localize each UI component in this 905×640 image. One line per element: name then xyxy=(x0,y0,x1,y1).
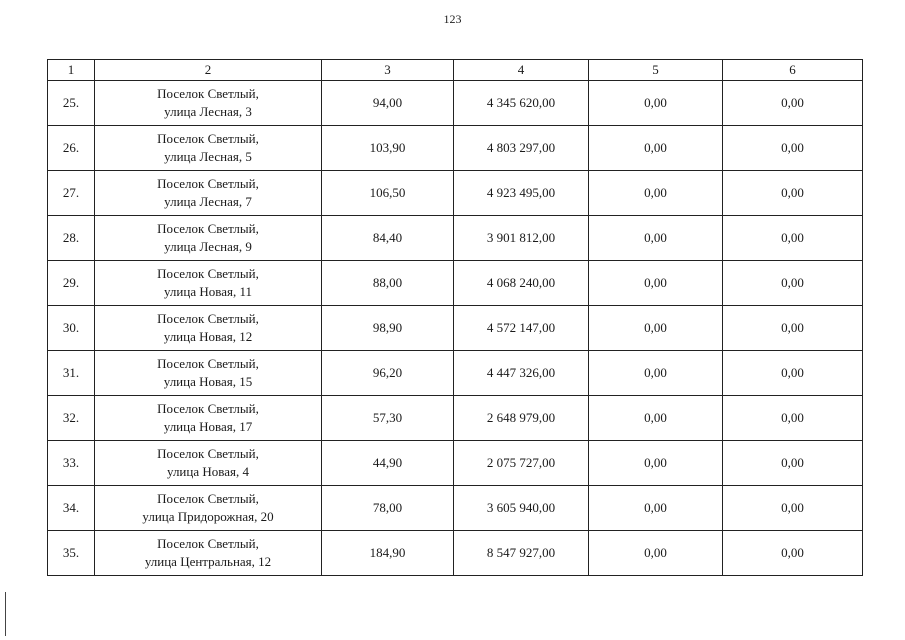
address-line-2: улица Лесная, 5 xyxy=(164,149,252,164)
col5-cell: 0,00 xyxy=(589,261,723,306)
header-col-6: 6 xyxy=(723,60,863,81)
address-line-1: Поселок Светлый, xyxy=(157,221,259,236)
address-line-1: Поселок Светлый, xyxy=(157,176,259,191)
col6-cell: 0,00 xyxy=(723,216,863,261)
row-number: 28. xyxy=(48,216,95,261)
col6-cell: 0,00 xyxy=(723,531,863,576)
area-cell: 94,00 xyxy=(322,81,454,126)
address-line-2: улица Лесная, 7 xyxy=(164,194,252,209)
col6-cell: 0,00 xyxy=(723,441,863,486)
address-cell xyxy=(95,396,322,441)
table-row xyxy=(48,216,863,261)
address-line-2: улица Лесная, 3 xyxy=(164,104,252,119)
row-number: 31. xyxy=(48,351,95,396)
row-number: 26. xyxy=(48,126,95,171)
col6-cell: 0,00 xyxy=(723,486,863,531)
table-row xyxy=(48,486,863,531)
table-row xyxy=(48,351,863,396)
page-number: 123 xyxy=(443,12,462,26)
area-cell: 84,40 xyxy=(322,216,454,261)
row-number: 29. xyxy=(48,261,95,306)
address-line-1: Поселок Светлый, xyxy=(157,446,259,461)
amount-cell: 4 923 495,00 xyxy=(454,171,589,216)
address-cell xyxy=(95,216,322,261)
amount-cell: 4 447 326,00 xyxy=(454,351,589,396)
area-cell: 88,00 xyxy=(322,261,454,306)
amount-cell: 4 068 240,00 xyxy=(454,261,589,306)
col5-cell: 0,00 xyxy=(589,306,723,351)
address-line-1: Поселок Светлый, xyxy=(157,491,259,506)
row-number: 32. xyxy=(48,396,95,441)
table-row xyxy=(48,126,863,171)
data-table xyxy=(47,59,863,576)
col6-cell: 0,00 xyxy=(723,351,863,396)
row-number: 35. xyxy=(48,531,95,576)
address-cell xyxy=(95,486,322,531)
address-line-2: улица Новая, 17 xyxy=(163,419,253,434)
amount-cell: 4 572 147,00 xyxy=(454,306,589,351)
amount-cell: 4 803 297,00 xyxy=(454,126,589,171)
area-cell: 106,50 xyxy=(322,171,454,216)
table-row xyxy=(48,81,863,126)
amount-cell: 3 901 812,00 xyxy=(454,216,589,261)
table-row xyxy=(48,441,863,486)
area-cell: 184,90 xyxy=(322,531,454,576)
address-line-1: Поселок Светлый, xyxy=(157,86,259,101)
col6-cell: 0,00 xyxy=(723,306,863,351)
table-row xyxy=(48,171,863,216)
amount-cell: 4 345 620,00 xyxy=(454,81,589,126)
address-line-1: Поселок Светлый, xyxy=(157,131,259,146)
address-line-2: улица Центральная, 12 xyxy=(144,554,272,569)
table-row xyxy=(48,261,863,306)
col6-cell: 0,00 xyxy=(723,126,863,171)
area-cell: 57,30 xyxy=(322,396,454,441)
col5-cell: 0,00 xyxy=(589,216,723,261)
address-line-2: улица Новая, 12 xyxy=(163,329,253,344)
address-line-1: Поселок Светлый, xyxy=(157,311,259,326)
address-cell xyxy=(95,531,322,576)
address-line-2: улица Новая, 4 xyxy=(167,464,249,479)
col5-cell: 0,00 xyxy=(589,486,723,531)
col5-cell: 0,00 xyxy=(589,441,723,486)
col5-cell: 0,00 xyxy=(589,171,723,216)
header-col-3: 3 xyxy=(322,60,454,81)
address-cell xyxy=(95,351,322,396)
row-number: 33. xyxy=(48,441,95,486)
table-header-row xyxy=(48,60,863,81)
area-cell: 44,90 xyxy=(322,441,454,486)
header-col-4: 4 xyxy=(454,60,589,81)
address-line-1: Поселок Светлый, xyxy=(157,401,259,416)
header-col-2: 2 xyxy=(95,60,322,81)
col5-cell: 0,00 xyxy=(589,81,723,126)
address-cell xyxy=(95,81,322,126)
col5-cell: 0,00 xyxy=(589,396,723,441)
address-cell xyxy=(95,441,322,486)
amount-cell: 8 547 927,00 xyxy=(454,531,589,576)
address-cell xyxy=(95,171,322,216)
address-cell xyxy=(95,261,322,306)
address-line-2: улица Лесная, 9 xyxy=(164,239,252,254)
address-line-2: улица Новая, 15 xyxy=(163,374,253,389)
address-cell xyxy=(95,126,322,171)
area-cell: 98,90 xyxy=(322,306,454,351)
row-number: 34. xyxy=(48,486,95,531)
amount-cell: 2 648 979,00 xyxy=(454,396,589,441)
address-cell xyxy=(95,306,322,351)
header-col-5: 5 xyxy=(589,60,723,81)
area-cell: 78,00 xyxy=(322,486,454,531)
amount-cell: 3 605 940,00 xyxy=(454,486,589,531)
address-line-1: Поселок Светлый, xyxy=(157,356,259,371)
area-cell: 96,20 xyxy=(322,351,454,396)
col5-cell: 0,00 xyxy=(589,126,723,171)
amount-cell: 2 075 727,00 xyxy=(454,441,589,486)
header-col-1: 1 xyxy=(48,60,95,81)
table-row xyxy=(48,531,863,576)
address-line-1: Поселок Светлый, xyxy=(157,536,259,551)
col6-cell: 0,00 xyxy=(723,81,863,126)
col6-cell: 0,00 xyxy=(723,396,863,441)
col6-cell: 0,00 xyxy=(723,171,863,216)
address-line-2: улица Новая, 11 xyxy=(164,284,252,299)
area-cell: 103,90 xyxy=(322,126,454,171)
col5-cell: 0,00 xyxy=(589,531,723,576)
table-row xyxy=(48,396,863,441)
row-number: 25. xyxy=(48,81,95,126)
row-number: 30. xyxy=(48,306,95,351)
col5-cell: 0,00 xyxy=(589,351,723,396)
scan-edge-mark xyxy=(5,592,6,636)
table-row xyxy=(48,306,863,351)
col6-cell: 0,00 xyxy=(723,261,863,306)
address-line-1: Поселок Светлый, xyxy=(157,266,259,281)
address-line-2: улица Придорожная, 20 xyxy=(142,509,274,524)
row-number: 27. xyxy=(48,171,95,216)
